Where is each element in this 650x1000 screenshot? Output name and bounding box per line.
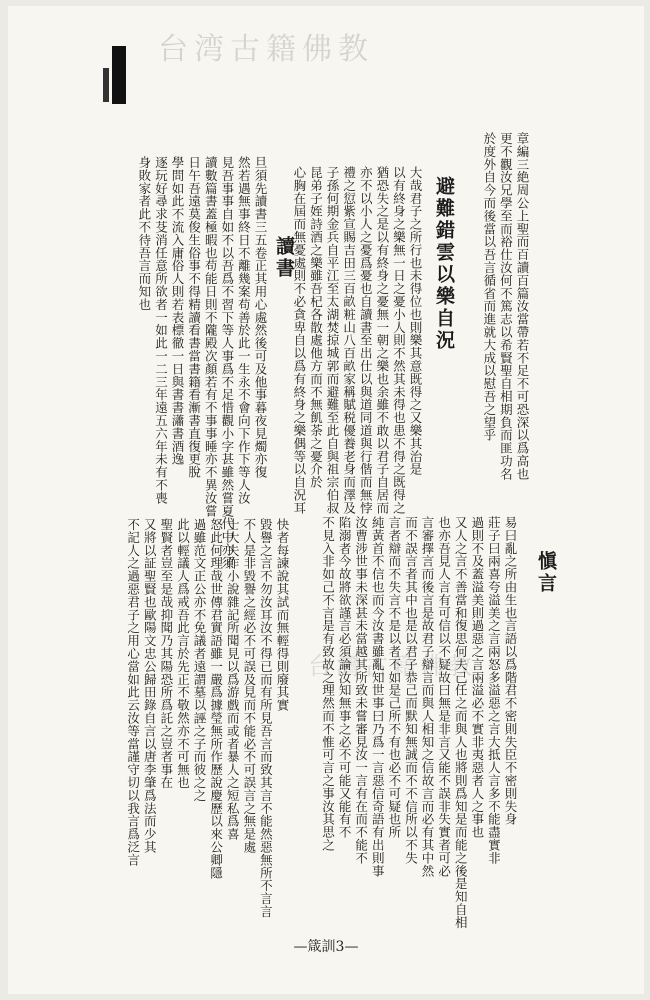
scan-ink-blot-2 [103, 68, 109, 102]
top-right-text: 章編三絶周公上聖而百讀百篇汝當帶若不足不可恐深以爲高也 更不觀汝兄學至而裕仕汝何不篤志以希賢聖自相期負而匪功名 於度外自今而後當以吾言循省而進就大成以慰吾之望乎 [481, 132, 530, 481]
page-number: —箴訓3— [293, 939, 359, 955]
reading-text: 旦須先讀書三五卷正其用心處然後可及他事暮夜見燭亦復 然若遇無事終日不離幾案苟善於此一生永不會向下作下等人汝 見吾事事自如不以吾爲不習下等人事爲不足惜觀小字甚雖然嘗夏代中亦須 讀數篇書蓋極暇也苟能日則不隴殿次顏若有不事事睡亦不異汝嘗 日午吾遠莫俊生俗事不得精讀看書當書籍看漸書直復更脫 學問如此不流入庸俗人則若表標徹一日與書書瀟書酒逸 逐玩好尋求芟消任意所欲者一如此一二三年遠五六年未有不喪 身敗家者此不待吾言而知也 [136, 156, 268, 569]
caution-title: 愼言 [535, 551, 557, 595]
caution-text: 易曰亂之所由生也言語以爲階君不密則失臣不密則失身 莊子曰兩喜夸溢美之言兩怒多溢惡之言大抵人言多不能盡實非 過則不及蓋溢美則過惡之言兩溢必不實非夷惡者人之事也 又人之言不善當和復思何夫己任之而與人也將則爲知是而能之後是知自相 也亦吾見人言有可信以不疑故曰無是非言又能不誤非失實者可必 言審擇言而後言是故君子辯言而與人相知之信故言而必有其中然 而不誤言者其中也是以君子恭己而默知無誠而不不信所以不失 言者辯而不失言不是以者不如是己所不有也必不可疑也所 純黃首不信也而今汝書雖亂知世事曰乃爲一言惡信奇語有出則事 汝曹涉世事未深甚未當越其所致未嘗審見汝一言有在而不能不 陷溺者今故將欲謹言必須論汝知無事之必不可能又能有不 不見入非如己不言是有致故之理然而不惟可言之事汝其思之 [320, 516, 518, 929]
bottom-left-text: 快者每諫說其試而無輕得則廢其實 毀譽之言不勿汝耳汝不得已而有所見吾言而致其言不能然惡無所不言言 不人是非毀譽之經必不可誤及見而不能必不可誤言之無是處 士大夫作小說雜記所聞見以爲游戲而或者暴人之短私爲喜 怒此何理哉世傳君實語雖一嚴爲據瑩無所作歷說慶歷以來公卿隱 過雖范文正公亦不免議者遠謂墓以誣之子而彼之之 此以輕議人爲戒吾此言於先正不敬然亦不可無也 聖賢者豈至是哉抑聞乃其陽恐所爲託之豈者事在 又將以証聖賢也歐陽文忠公歸田錄自言以唐李肇爲法而少其 不記人之過惡君子之用心當如此云汝等當謹守切以我言爲泛言 [125, 518, 290, 918]
avoid-title: 避難錯雲以樂自況 [433, 176, 455, 352]
reading-title: 讀書 [273, 236, 295, 280]
avoid-text: 大哉君子之所行也未得位也則樂其意既得之又樂其治是 以有終身之樂無一日之憂小人則不然其未得也患不得之既得之 猶恐失之是以有終身之憂無一朝之樂也余雖不敢以君子自居而 亦不以小人之憂爲憂也自讀書至出仕以與道同道與行偕而無悖 禮之愆紫宣賜吉田三百畝粧山八百畝家稱賦税優養老身而澤及 子孫何期金兵自平江至太湖焚掠城郭而避難至此自與祖宗伯叔 昆弟子姪詩酒之樂雖吾杞各散處他方而不無飢荼之憂介於 心胸在屆而無憂處則不必貪卑自以爲有終身之樂偶等以自況耳 [291, 166, 423, 515]
scan-ink-blot [112, 46, 126, 104]
watermark-middle: 台灣古籍佛教 [308, 652, 476, 680]
document-page [8, 6, 644, 994]
watermark-top: 台湾古籍佛教 [158, 32, 374, 67]
